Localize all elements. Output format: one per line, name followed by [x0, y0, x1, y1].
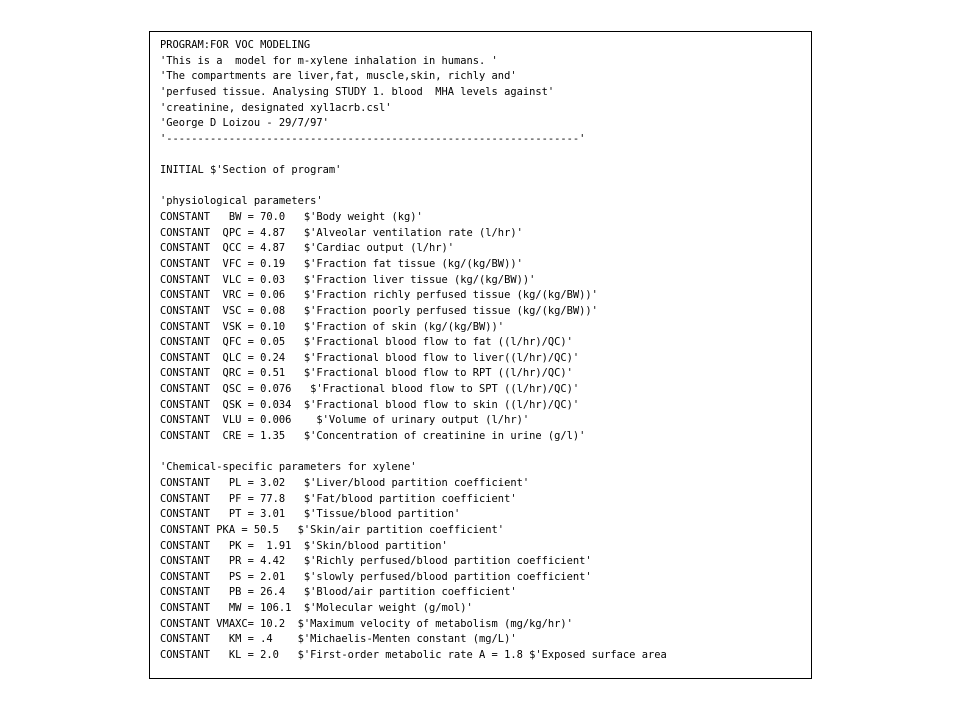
code-line: CONSTANT PR = 4.42 $'Richly perfused/blood partition coefficient'	[160, 555, 592, 568]
code-line: CONSTANT QSC = 0.076 $'Fractional blood flow to SPT ((l/hr)/QC)'	[160, 383, 580, 396]
code-line: CONSTANT QFC = 0.05 $'Fractional blood flow to fat ((l/hr)/QC)'	[160, 336, 573, 349]
code-line: CONSTANT PB = 26.4 $'Blood/air partition coefficient'	[160, 586, 517, 599]
code-line: CONSTANT KL = 2.0 $'First-order metabolic rate A = 1.8 $'Exposed surface area	[160, 648, 667, 661]
code-line: 'perfused tissue. Analysing STUDY 1. blood MHA levels against'	[160, 85, 555, 98]
code-line: CONSTANT VSK = 0.10 $'Fraction of skin (kg/(kg/BW))'	[160, 320, 505, 333]
code-line: CONSTANT BW = 70.0 $'Body weight (kg)'	[160, 211, 423, 224]
code-line: 'George D Loizou - 29/7/97'	[160, 117, 329, 130]
code-line: CONSTANT VFC = 0.19 $'Fraction fat tissue (kg/(kg/BW))'	[160, 257, 523, 270]
code-line: CONSTANT PT = 3.01 $'Tissue/blood partition'	[160, 508, 461, 521]
code-line: CONSTANT QPC = 4.87 $'Alveolar ventilation rate (l/hr)'	[160, 226, 523, 239]
code-line: CONSTANT PK = 1.91 $'Skin/blood partition'	[160, 539, 448, 552]
code-line	[160, 445, 667, 461]
code-line: 'This is a model for m-xylene inhalation in humans. '	[160, 54, 498, 67]
code-line: CONSTANT PF = 77.8 $'Fat/blood partition coefficient'	[160, 492, 517, 505]
code-line: CONSTANT QCC = 4.87 $'Cardiac output (l/hr)'	[160, 242, 455, 255]
code-line	[160, 147, 667, 163]
code-line: CONSTANT VLU = 0.006 $'Volume of urinary output (l/hr)'	[160, 414, 530, 427]
code-line: 'The compartments are liver,fat, muscle,skin, richly and'	[160, 70, 517, 83]
code-line: CONSTANT QRC = 0.51 $'Fractional blood flow to RPT ((l/hr)/QC)'	[160, 367, 573, 380]
code-line: 'physiological parameters'	[160, 195, 323, 208]
code-listing-panel	[149, 31, 812, 679]
code-line	[160, 179, 667, 195]
code-line: CONSTANT QSK = 0.034 $'Fractional blood flow to skin ((l/hr)/QC)'	[160, 398, 580, 411]
code-line: CONSTANT PS = 2.01 $'slowly perfused/blood partition coefficient'	[160, 570, 592, 583]
code-line: INITIAL $'Section of program'	[160, 164, 342, 177]
code-line: CONSTANT KM = .4 $'Michaelis-Menten constant (mg/L)'	[160, 633, 517, 646]
code-line: CONSTANT VSC = 0.08 $'Fraction poorly perfused tissue (kg/(kg/BW))'	[160, 304, 598, 317]
code-line: '------------------------------------------------------------------'	[160, 132, 586, 145]
code-line: CONSTANT CRE = 1.35 $'Concentration of creatinine in urine (g/l)'	[160, 430, 586, 443]
code-line: CONSTANT VLC = 0.03 $'Fraction liver tissue (kg/(kg/BW))'	[160, 273, 536, 286]
code-line: 'creatinine, designated xyl1acrb.csl'	[160, 101, 392, 114]
code-line: 'Chemical-specific parameters for xylene'	[160, 461, 417, 474]
code-line: PROGRAM:FOR VOC MODELING	[160, 39, 311, 51]
code-line: CONSTANT PL = 3.02 $'Liver/blood partition coefficient'	[160, 476, 530, 489]
code-line: CONSTANT PKA = 50.5 $'Skin/air partition coefficient'	[160, 523, 505, 536]
code-line: CONSTANT VRC = 0.06 $'Fraction richly perfused tissue (kg/(kg/BW))'	[160, 289, 598, 302]
code-line: CONSTANT QLC = 0.24 $'Fractional blood flow to liver((l/hr)/QC)'	[160, 351, 580, 364]
code-line: CONSTANT MW = 106.1 $'Molecular weight (g/mol)'	[160, 602, 473, 615]
code-line: CONSTANT VMAXC= 10.2 $'Maximum velocity of metabolism (mg/kg/hr)'	[160, 617, 573, 630]
code-listing	[160, 38, 667, 664]
